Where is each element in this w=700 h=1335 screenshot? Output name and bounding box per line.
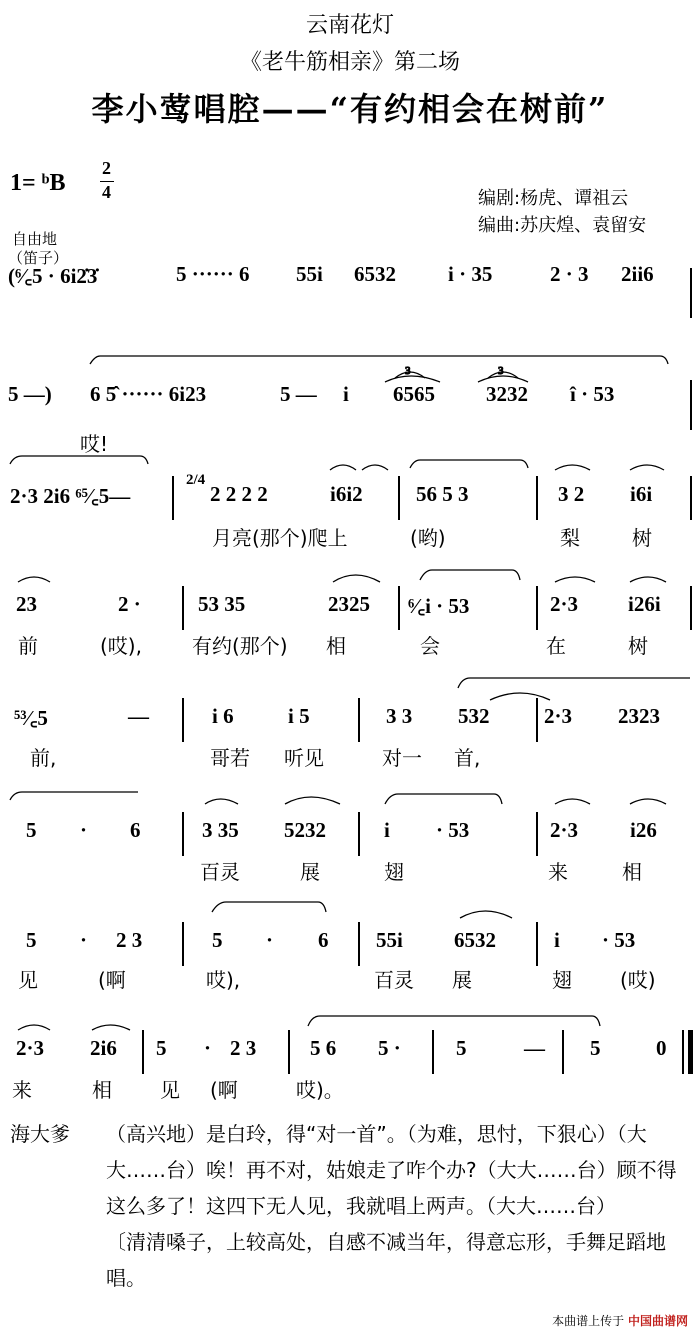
barline [288, 1030, 290, 1074]
lyric-line-2: 哎! [80, 432, 109, 456]
lyric: 月亮(那个)爬上 [212, 526, 348, 550]
dialogue-text: （高兴地）是白玲，得“对一首”。（为难，思忖，下狠心）（大大……台）唉！再不对，姑娘走了咋个办?（大大……台）顾不得这么多了！这四下无人见，我就唱上两声。（大大……台） [106, 1122, 677, 1218]
lyric: 听见 [284, 746, 324, 770]
lyric: 翅 [552, 968, 572, 992]
lyric: (哎) [620, 968, 656, 992]
speaker-name: 海大爹 [10, 1122, 70, 1146]
lyric: 有约(那个) [192, 634, 288, 658]
lyric: (啊 [210, 1078, 238, 1102]
lyric: 前 [18, 634, 38, 658]
barline [690, 380, 692, 430]
lyric: 翅 [384, 860, 404, 884]
time-signature-top: 2 [102, 158, 111, 178]
stage-direction: 〔清清嗓子，上较高处，自感不减当年，得意忘形，手舞足蹈地唱。 [106, 1230, 666, 1290]
barline [398, 586, 400, 630]
lyric: 展 [300, 860, 320, 884]
song-title: 李小莺唱腔——“有约相会在树前” [91, 90, 609, 128]
lyric: 在 [546, 634, 566, 658]
instrument-marking: （笛子） [8, 249, 69, 267]
barline [536, 476, 538, 520]
lyric: 对一 [382, 746, 422, 770]
lyric: 树 [628, 634, 648, 658]
lyric: (哟) [410, 526, 446, 550]
barline [398, 476, 400, 520]
lyric: 百灵 [200, 860, 240, 884]
lyric: (啊 [98, 968, 126, 992]
barline [690, 476, 692, 520]
lyric: 来 [12, 1078, 32, 1102]
barline [182, 586, 184, 630]
barline [172, 476, 174, 520]
barline [562, 1030, 564, 1074]
composer-credit: 编曲:苏庆煌、袁留安 [478, 215, 647, 236]
lyric: 哥若 [210, 746, 250, 770]
lyric: 树 [632, 526, 652, 550]
barline [358, 698, 360, 742]
lyric: 展 [452, 968, 472, 992]
svg-text:3: 3 [405, 365, 411, 377]
lyricist-credit: 编剧:杨虎、谭祖云 [478, 188, 629, 209]
barline [536, 698, 538, 742]
barline [358, 922, 360, 966]
final-barline-thick [688, 1030, 693, 1074]
barline [358, 812, 360, 856]
lyric: 相 [92, 1078, 112, 1102]
barline [142, 1030, 144, 1074]
lyric: 哎), [206, 968, 241, 992]
barline [536, 586, 538, 630]
tempo-marking: 自由地 [12, 230, 58, 248]
lyric: 梨 [560, 526, 580, 550]
barline [690, 586, 692, 630]
lyric: 来 [548, 860, 568, 884]
site-logo[interactable]: 中国曲谱网 [627, 1314, 688, 1328]
time-signature-bottom: 4 [102, 182, 111, 202]
lyric: 首, [454, 746, 481, 770]
key-signature: 1= ᵇB [10, 170, 66, 196]
phrase-slur-line3 [10, 456, 148, 464]
barline [536, 812, 538, 856]
barline [536, 922, 538, 966]
barline [182, 812, 184, 856]
dialogue-block [10, 1116, 690, 1296]
barline [432, 1030, 434, 1074]
lyric: 会 [420, 634, 440, 658]
opera-genre-title: 云南花灯 [305, 13, 394, 38]
phrase-slur-line5 [458, 678, 690, 688]
scene-title: 《老牛筋相亲》第二场 [239, 50, 460, 75]
barline [182, 922, 184, 966]
lyric: 相 [326, 634, 346, 658]
barline [690, 268, 692, 318]
lyric: 前, [30, 746, 57, 770]
barline [182, 698, 184, 742]
lyric: (哎), [100, 634, 142, 658]
lyric: 相 [622, 860, 642, 884]
svg-text:3: 3 [498, 365, 504, 377]
lyric: 哎)。 [296, 1078, 344, 1102]
upload-credit-prefix: 本曲谱上传于 [552, 1314, 625, 1328]
lyric: 见 [18, 968, 38, 992]
phrase-slur-line2 [90, 356, 668, 364]
final-barline-thin [682, 1030, 684, 1074]
upload-credit [552, 1312, 688, 1329]
lyric: 百灵 [374, 968, 414, 992]
lyric: 见 [160, 1078, 180, 1102]
